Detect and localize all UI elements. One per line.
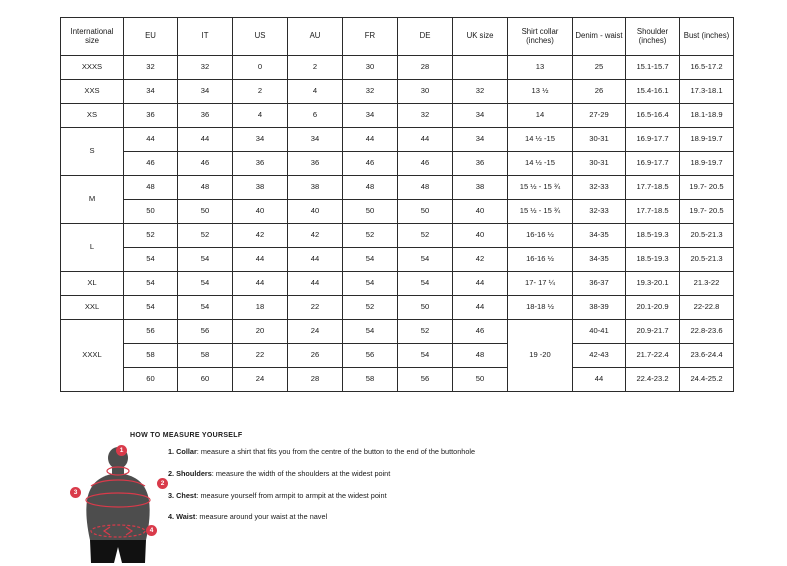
cell-us: 0 [233, 56, 288, 80]
cell-de: 52 [398, 320, 453, 344]
cell-us: 42 [233, 224, 288, 248]
cell-us: 40 [233, 200, 288, 224]
cell-eu: 50 [124, 200, 178, 224]
cell-bust: 24.4-25.2 [680, 368, 734, 392]
table-body [61, 56, 734, 392]
size-chart-table [60, 17, 734, 392]
cell-fr: 34 [343, 104, 398, 128]
cell-denim: 30-31 [573, 152, 626, 176]
col-header-us: US [233, 18, 288, 56]
cell-au: 22 [288, 296, 343, 320]
cell-eu: 60 [124, 368, 178, 392]
cell-shoulder: 15.4-16.1 [626, 80, 680, 104]
cell-bust: 18.9-19.7 [680, 152, 734, 176]
col-header-shoulder: Shoulder (inches) [626, 18, 680, 56]
cell-de: 32 [398, 104, 453, 128]
cell-it: 44 [178, 128, 233, 152]
cell-denim: 32-33 [573, 176, 626, 200]
cell-bust: 18.1-18.9 [680, 104, 734, 128]
cell-international-size: XXL [61, 296, 124, 320]
body-figure [70, 445, 180, 565]
col-header-bust: Bust (inches) [680, 18, 734, 56]
cell-it: 54 [178, 296, 233, 320]
measure-step: 1. Collar: measure a shirt that fits you from the centre of the button to the end of the buttonhole [168, 447, 476, 456]
col-header-uk-size: UK size [453, 18, 508, 56]
cell-au: 28 [288, 368, 343, 392]
cell-de: 48 [398, 176, 453, 200]
cell-uk [453, 56, 508, 80]
cell-au: 4 [288, 80, 343, 104]
cell-fr: 30 [343, 56, 398, 80]
cell-shoulder: 20.9-21.7 [626, 320, 680, 344]
cell-denim: 40-41 [573, 320, 626, 344]
cell-eu: 36 [124, 104, 178, 128]
cell-international-size: L [61, 224, 124, 272]
table-row [61, 248, 734, 272]
col-header-shirt-collar: Shirt collar (inches) [508, 18, 573, 56]
col-header-eu: EU [124, 18, 178, 56]
cell-au: 24 [288, 320, 343, 344]
table-row [61, 224, 734, 248]
cell-bust: 22.8-23.6 [680, 320, 734, 344]
cell-it: 34 [178, 80, 233, 104]
cell-de: 54 [398, 248, 453, 272]
cell-de: 50 [398, 200, 453, 224]
cell-au: 2 [288, 56, 343, 80]
cell-fr: 54 [343, 248, 398, 272]
cell-shoulder: 21.7-22.4 [626, 344, 680, 368]
cell-au: 42 [288, 224, 343, 248]
cell-eu: 54 [124, 272, 178, 296]
cell-denim: 38-39 [573, 296, 626, 320]
cell-it: 36 [178, 104, 233, 128]
cell-shoulder: 17.7-18.5 [626, 176, 680, 200]
cell-bust: 19.7- 20.5 [680, 176, 734, 200]
badge-2-shoulders: 2 [157, 478, 168, 489]
col-header-au: AU [288, 18, 343, 56]
col-header-denim-waist: Denim - waist [573, 18, 626, 56]
cell-international-size: XXXL [61, 320, 124, 392]
cell-uk: 36 [453, 152, 508, 176]
cell-au: 26 [288, 344, 343, 368]
cell-eu: 56 [124, 320, 178, 344]
cell-collar: 17- 17 ¼ [508, 272, 573, 296]
cell-denim: 44 [573, 368, 626, 392]
cell-de: 56 [398, 368, 453, 392]
table-row [61, 176, 734, 200]
cell-denim: 32-33 [573, 200, 626, 224]
cell-collar: 14 ½ -15 [508, 152, 573, 176]
cell-bust: 17.3-18.1 [680, 80, 734, 104]
cell-eu: 48 [124, 176, 178, 200]
cell-uk: 42 [453, 248, 508, 272]
cell-us: 38 [233, 176, 288, 200]
table-row [61, 56, 734, 80]
cell-de: 30 [398, 80, 453, 104]
cell-international-size: S [61, 128, 124, 176]
cell-shoulder: 15.1-15.7 [626, 56, 680, 80]
cell-fr: 52 [343, 224, 398, 248]
cell-us: 20 [233, 320, 288, 344]
cell-uk: 38 [453, 176, 508, 200]
cell-uk: 50 [453, 368, 508, 392]
table-row [61, 368, 734, 392]
cell-us: 34 [233, 128, 288, 152]
cell-eu: 54 [124, 296, 178, 320]
cell-eu: 46 [124, 152, 178, 176]
cell-us: 2 [233, 80, 288, 104]
cell-fr: 54 [343, 320, 398, 344]
cell-it: 48 [178, 176, 233, 200]
cell-eu: 58 [124, 344, 178, 368]
cell-fr: 44 [343, 128, 398, 152]
cell-shoulder: 22.4-23.2 [626, 368, 680, 392]
cell-bust: 22-22.8 [680, 296, 734, 320]
cell-denim: 26 [573, 80, 626, 104]
measure-step: 4. Waist: measure around your waist at the navel [168, 512, 328, 522]
cell-fr: 52 [343, 296, 398, 320]
cell-eu: 44 [124, 128, 178, 152]
table-row [61, 200, 734, 224]
cell-denim: 25 [573, 56, 626, 80]
table-row [61, 128, 734, 152]
cell-denim: 42-43 [573, 344, 626, 368]
cell-collar: 14 [508, 104, 573, 128]
cell-international-size: XXXS [61, 56, 124, 80]
cell-shoulder: 18.5-19.3 [626, 248, 680, 272]
cell-it: 58 [178, 344, 233, 368]
cell-eu: 52 [124, 224, 178, 248]
cell-de: 44 [398, 128, 453, 152]
cell-denim: 34-35 [573, 248, 626, 272]
cell-international-size: M [61, 176, 124, 224]
cell-de: 46 [398, 152, 453, 176]
cell-au: 44 [288, 272, 343, 296]
cell-collar: 13 [508, 56, 573, 80]
cell-bust: 18.9-19.7 [680, 128, 734, 152]
cell-collar: 16-16 ½ [508, 224, 573, 248]
cell-shoulder: 17.7-18.5 [626, 200, 680, 224]
cell-fr: 32 [343, 80, 398, 104]
cell-denim: 30-31 [573, 128, 626, 152]
cell-fr: 54 [343, 272, 398, 296]
cell-international-size: XS [61, 104, 124, 128]
cell-it: 56 [178, 320, 233, 344]
table-row [61, 104, 734, 128]
table-row [61, 320, 734, 344]
cell-us: 22 [233, 344, 288, 368]
cell-au: 36 [288, 152, 343, 176]
badge-3-chest: 3 [70, 487, 81, 498]
cell-us: 36 [233, 152, 288, 176]
cell-us: 4 [233, 104, 288, 128]
cell-international-size: XXS [61, 80, 124, 104]
cell-au: 40 [288, 200, 343, 224]
col-header-it: IT [178, 18, 233, 56]
cell-collar: 13 ½ [508, 80, 573, 104]
cell-bust: 23.6-24.4 [680, 344, 734, 368]
cell-bust: 21.3-22 [680, 272, 734, 296]
cell-de: 28 [398, 56, 453, 80]
cell-uk: 32 [453, 80, 508, 104]
cell-au: 44 [288, 248, 343, 272]
cell-collar: 18-18 ½ [508, 296, 573, 320]
cell-it: 54 [178, 248, 233, 272]
cell-au: 34 [288, 128, 343, 152]
how-to-measure-title: HOW TO MEASURE YOURSELF [130, 432, 243, 439]
cell-de: 50 [398, 296, 453, 320]
cell-bust: 20.5-21.3 [680, 248, 734, 272]
cell-bust: 20.5-21.3 [680, 224, 734, 248]
cell-collar: 15 ½ - 15 ¾ [508, 200, 573, 224]
cell-it: 54 [178, 272, 233, 296]
cell-de: 52 [398, 224, 453, 248]
table-header [61, 18, 734, 56]
cell-it: 32 [178, 56, 233, 80]
table-row [61, 344, 734, 368]
cell-shoulder: 16.5-16.4 [626, 104, 680, 128]
torso-illustration [70, 445, 180, 565]
cell-collar: 16-16 ½ [508, 248, 573, 272]
cell-shoulder: 18.5-19.3 [626, 224, 680, 248]
cell-fr: 46 [343, 152, 398, 176]
cell-collar: 15 ½ - 15 ¾ [508, 176, 573, 200]
cell-us: 44 [233, 248, 288, 272]
measure-step: 2. Shoulders: measure the width of the shoulders at the widest point [168, 468, 391, 478]
col-header-fr: FR [343, 18, 398, 56]
cell-it: 60 [178, 368, 233, 392]
cell-uk: 34 [453, 104, 508, 128]
cell-us: 18 [233, 296, 288, 320]
cell-bust: 16.5-17.2 [680, 56, 734, 80]
cell-shoulder: 16.9-17.7 [626, 128, 680, 152]
cell-uk: 40 [453, 200, 508, 224]
badge-1-collar: 1 [116, 445, 127, 456]
cell-au: 38 [288, 176, 343, 200]
cell-bust: 19.7- 20.5 [680, 200, 734, 224]
table-header-row [61, 18, 734, 56]
table-row [61, 296, 734, 320]
cell-it: 52 [178, 224, 233, 248]
cell-international-size: XL [61, 272, 124, 296]
table-row [61, 152, 734, 176]
cell-shoulder: 16.9-17.7 [626, 152, 680, 176]
cell-collar: 14 ½ -15 [508, 128, 573, 152]
cell-uk: 34 [453, 128, 508, 152]
cell-fr: 56 [343, 344, 398, 368]
cell-de: 54 [398, 272, 453, 296]
col-header-de: DE [398, 18, 453, 56]
cell-uk: 40 [453, 224, 508, 248]
cell-denim: 34-35 [573, 224, 626, 248]
cell-eu: 32 [124, 56, 178, 80]
cell-shoulder: 20.1-20.9 [626, 296, 680, 320]
measure-steps-list [168, 448, 648, 535]
cell-eu: 54 [124, 248, 178, 272]
table-row [61, 80, 734, 104]
cell-uk: 46 [453, 320, 508, 344]
cell-fr: 58 [343, 368, 398, 392]
cell-uk: 44 [453, 272, 508, 296]
cell-us: 24 [233, 368, 288, 392]
cell-uk: 44 [453, 296, 508, 320]
cell-fr: 48 [343, 176, 398, 200]
cell-denim: 27-29 [573, 104, 626, 128]
cell-it: 46 [178, 152, 233, 176]
cell-de: 54 [398, 344, 453, 368]
cell-fr: 50 [343, 200, 398, 224]
cell-denim: 36-37 [573, 272, 626, 296]
badge-4-waist: 4 [146, 525, 157, 536]
cell-uk: 48 [453, 344, 508, 368]
cell-au: 6 [288, 104, 343, 128]
measure-step: 3. Chest: measure yourself from armpit to armpit at the widest point [168, 490, 387, 500]
cell-shoulder: 19.3-20.1 [626, 272, 680, 296]
cell-eu: 34 [124, 80, 178, 104]
cell-us: 44 [233, 272, 288, 296]
col-header-international-size: International size [61, 18, 124, 56]
cell-it: 50 [178, 200, 233, 224]
cell-shirt-collar: 19 -20 [508, 320, 573, 392]
table-row [61, 272, 734, 296]
